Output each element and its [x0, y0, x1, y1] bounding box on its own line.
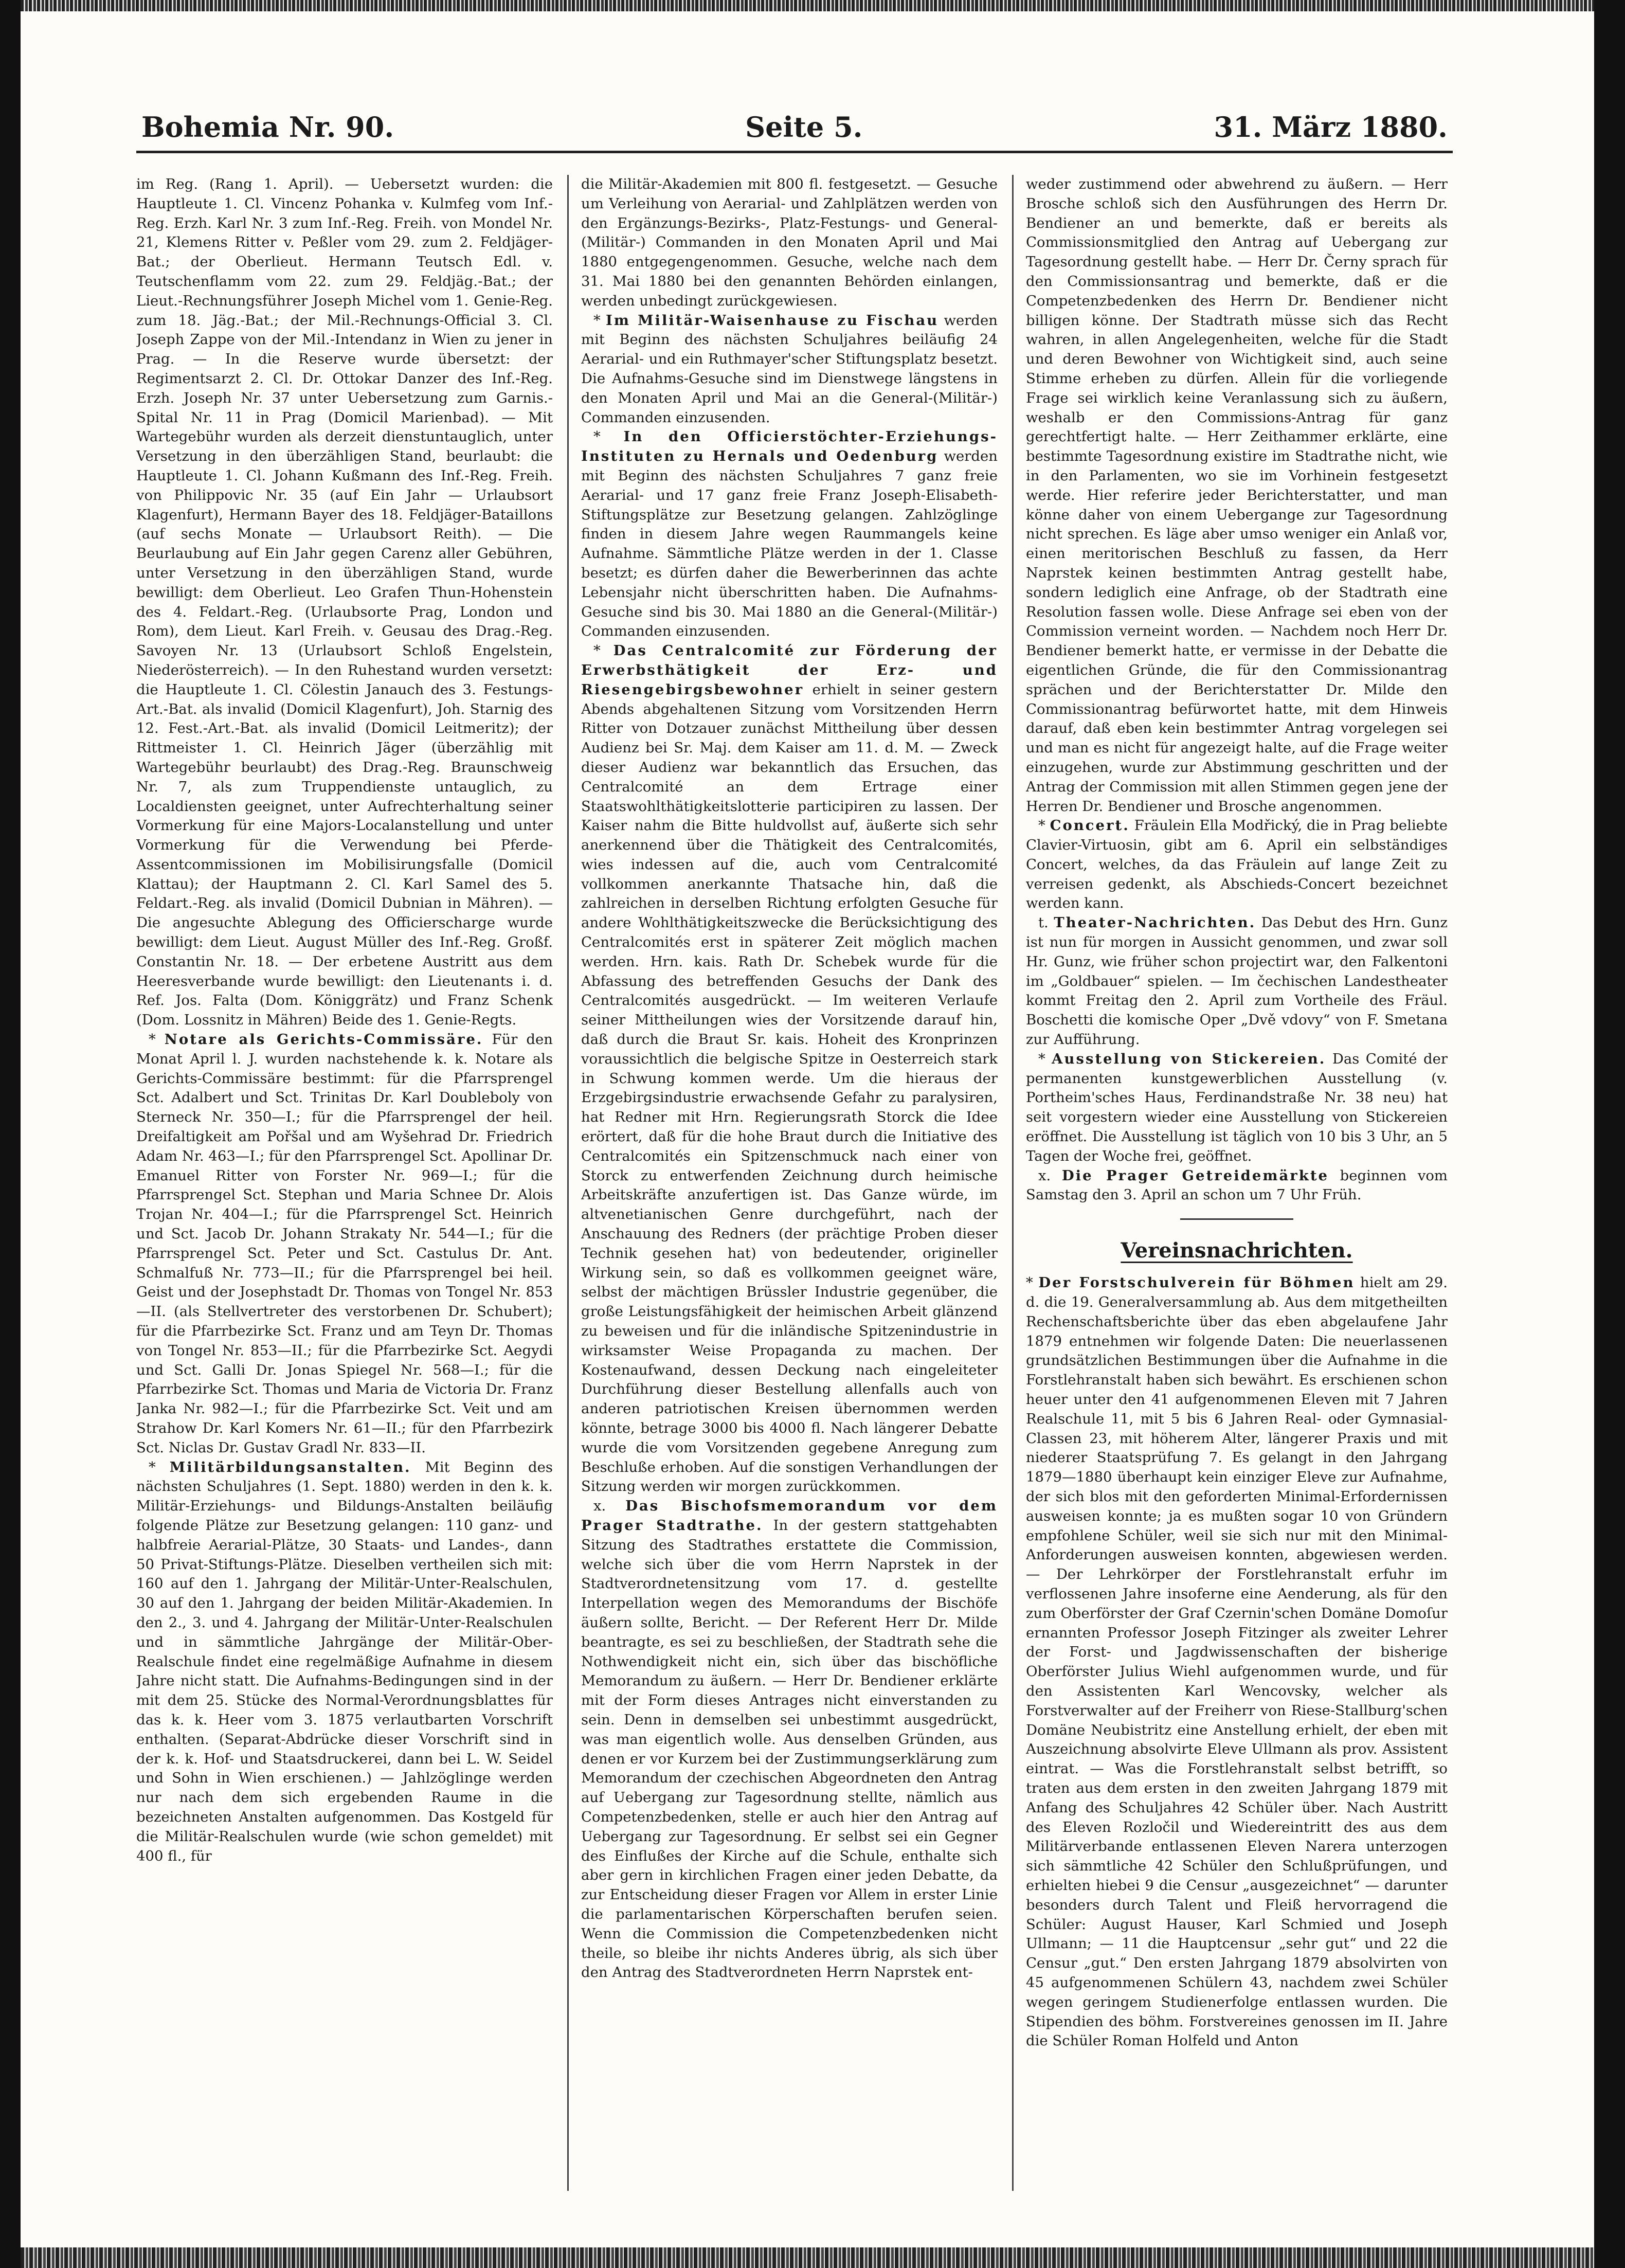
- concert-article: * Concert. Fräulein Ella Modřický, die in Prag beliebte Clavier-Virtuosin, gibt am 6. April ein selbständiges Concert, welches, da das Fräulein auf lange Zeit zu verreisen gedenkt, als Abschieds-Concert bezeichnet werden kann.: [1026, 817, 1448, 912]
- column-1: [136, 175, 553, 2191]
- notaries-body: Für den Monat April l. J. wurden nachstehende k. k. Notare als Gerichts-Commissäre bestimmt: für die Pfarrsprengel Sct. Adalbert und Sct. Trinitas Dr. Karl Doubleboly von Sterneck Nr. 350—I.; für die Pfarrsprengel der heil. Dreifaltigkeit am Pořšal und am Wyšehrad Dr. Friedrich Adam Nr. 463—I.; für den Pfarrsprengel Sct. Apollinar Dr. Emanuel Ritter von Forster Nr. 969—I.; für die Pfarrsprengel Sct. Stephan und Maria Schnee Dr. Alois Trojan Nr. 404—I.; für die Pfarrsprengel Sct. Heinrich und Sct. Jacob Dr. Johann Strakaty Nr. 544—I.; für die Pfarrsprengel Sct. Peter und Sct. Castulus Dr. Ant. Schmalfuß Nr. 773—II.; für die Pfarrsprengel bei heil. Geist und der Josephstadt Dr. Thomas von Tongel Nr. 853—II. (als Stellvertreter des verstorbenen Dr. Schubert); für die Pfarrbezirke Sct. Franz und am Teyn Dr. Thomas von Tongel Nr. 853—II.; für die Pfarrbezirke Sct. Aegydi und Sct. Galli Dr. Jonas Spiegel Nr. 568—I.; für die Pfarrbezirke Sct. Thomas und Maria de Victoria Dr. Franz Janka Nr. 982—I.; für die Pfarrbezirke Sct. Veit und am Strahow Dr. Karl Komers Nr. 61—II.; für den Pfarrbezirk Sct. Niclas Dr. Gustav Gradl Nr. 833—II.: [136, 1031, 553, 1456]
- grain-market-heading: Die Prager Getreidemärkte: [1061, 1167, 1329, 1184]
- forestry-school-body: hielt am 29. d. die 19. Generalversammlung ab. Aus dem mitgetheilten Rechenschaftsberichte über das eben abgelaufene Jahr 1879 entnehmen wir folgende Daten: Die neuerlassenen grundsätzlichen Bestimmungen über die Aufnahme in die Forstlehranstalt haben sich bewährt. Es erschienen schon heuer unter den 41 aufgenommenen Eleven mit 7 Jahren Realschule 11, mit 5 bis 6 Jahren Real- oder Gymnasial-Classen 23, mit höherem Alter, längerer Praxis und mit niederer Staatsprüfung 7. Es gelangt in den Jahrgang 1879—1880 überhaupt kein einziger Eleve zur Aufnahme, der sich blos mit den geforderten Minimal-Erfordernissen ausweisen konnte; ja es mußten sogar 10 von Gründern empfohlene Schüler, weil sie sich nur mit den Minimal-Anforderungen ausweisen konnten, abgewiesen werden. — Der Lehrkörper der Forstlehranstalt erfuhr im verflossenen Jahre insoferne eine Aenderung, als für den zum Oberförster der Graf Czernin'schen Domäne Domoſur ernannten Professor Joseph Fitzinger als zweiter Lehrer der Forst- und Jagdwissenschaften der bisherige Oberförster Julius Wiehl aufgenommen wurde, und für den Assistenten Karl Wencovsky, welcher als Forstverwalter auf der Freiherr von Riese-Stallburg'schen Domäne Neubistritz eine Anstellung erhielt, der eben mit Auszeichnung absolvirte Eleve Ullmann als prov. Assistent eintrat. — Was die Forstlehranstalt selbst betrifft, so traten aus dem ersten in den zweiten Jahrgang 1879 mit Anfang des Schuljahres 42 Schüler über. Nach Austritt des Eleven Rozločil und Wiedereintritt des aus dem Militärverbande entlassenen Eleven Narera unterzogen sich sämmtliche 42 Schüler den Schlußprüfungen, und erhielten hiebei 9 die Censur „ausgezeichnet“ — darunter besonders durch Talent und Fleiß hervorragend die Schüler: August Hauser, Karl Schmied und Joseph Ullmann; — 11 die Hauptcensur „sehr gut“ und 22 die Censur „gut.“ Den ersten Jahrgang 1879 absolvirten von 45 aufgenommenen Schülern 43, nachdem zwei Schüler wegen geringem Studienerfolge entlassen wurden. Die Stipendien des böhm. Forstvereines genossen im II. Jahre die Schüler Roman Holfeld und Anton: [1026, 1274, 1448, 2049]
- military-schools-heading: Militärbildungsanstalten.: [169, 1459, 411, 1475]
- masthead-issue: Bohemia Nr. 90.: [141, 111, 394, 143]
- officers-daughters-article: * In den Officierstöchter-Erziehungs-Instituten zu Hernals und Oedenburg werden mit Beginn des nächsten Schuljahres 7 ganz freie Aerarial- und 17 ganz freie Franz Joseph-Elisabeth-Stiftungsplätze zur Besetzung gelangen. Zahlzöglinge finden in diesem Jahre wegen Raummangels keine Aufnahme. Sämmtliche Plätze werden in der 1. Classe besetzt; es dürfen daher die Bewerberinnen das achte Lebensjahr nicht überschritten haben. Die Aufnahms-Gesuche sind bis 30. Mai 1880 an die General-(Militär-) Commanden einzusenden.: [581, 428, 998, 640]
- notaries-heading: Notare als Gerichts-Commissäre.: [164, 1031, 483, 1048]
- military-schools-body: Mit Beginn des nächsten Schuljahres (1. Sept. 1880) werden in den k. k. Militär-Erziehungs- und Bildungs-Anstalten beiläufig folgende Plätze zur Besetzung gelangen: 110 ganz- und halbfreie Aerarial-Plätze, 30 Staats- und Landes-, dann 50 Privat-Stiftungs-Plätze. Dieselben vertheilen sich mit: 160 auf den 1. Jahrgang der Militär-Unter-Realschulen, 30 auf den 1. Jahrgang der beiden Militär-Akademien. In den 2., 3. und 4. Jahrgang der Militär-Unter-Realschulen und in sämmtliche Jahrgänge der Militär-Ober-Realschule findet eine regelmäßige Aufnahme in diesem Jahre nicht statt. Die Aufnahms-Bedingungen sind in der mit dem 25. Stücke des Normal-Verordnungsblattes für das k. k. Heer vom 3. 1875 verlautbarten Vorschrift enthalten. (Separat-Abdrücke dieser Vorschrift sind in der k. k. Hof- und Staatsdruckerei, dann bei L. W. Seidel und Sohn in Wien erschienen.) — Jahlzöglinge werden nur nach dem sich ergebenden Raume in die bezeichneten Anstalten aufgenommen. Das Kostgeld für die Militär-Realschulen wurde (wie schon gemeldet) mit 400 fl., für: [136, 1459, 553, 1864]
- section-heading-vereinsnachrichten: Vereinsnachrichten.: [1121, 1238, 1353, 1263]
- officers-daughters-body: werden mit Beginn des nächsten Schuljahres 7 ganz freie Aerarial- und 17 ganz freie Franz Joseph-Elisabeth-Stiftungsplätze zur Besetzung gelangen. Zahlzöglinge finden in diesem Jahre wegen Raummangels keine Aufnahme. Sämmtliche Plätze werden in der 1. Classe besetzt; es dürfen daher die Bewerberinnen das achte Lebensjahr nicht überschritten haben. Die Aufnahms-Gesuche sind bis 30. Mai 1880 an die General-(Militär-) Commanden einzusenden.: [581, 448, 998, 640]
- military-personnel-news: im Reg. (Rang 1. April). — Uebersetzt wurden: die Hauptleute 1. Cl. Vincenz Pohanka v. Kulmfeg vom Inf.-Reg. Erzh. Karl Nr. 3 zum Inf.-Reg. Freih. von Mondel Nr. 21, Klemens Ritter v. Peßler vom 29. zum 2. Feldjäger-Bat.; der Oberlieut. Hermann Teutsch Edl. v. Teutschenflamm vom 22. zum 29. Feldjäg.-Bat.; der Lieut.-Rechnungsführer Joseph Michel vom 1. Genie-Reg. zum 18. Jäg.-Bat.; der Mil.-Rechnungs-Official 3. Cl. Joseph Zappe von der Mil.-Intendanz in Wien zu jener in Prag. — In die Reserve wurde übersetzt: der Regimentsarzt 2. Cl. Dr. Ottokar Danzer des Inf.-Reg. Erzh. Joseph Nr. 37 unter Uebersetzung zum Garnis.-Spital Nr. 11 in Prag (Domicil Marienbad). — Mit Wartegebühr wurden als derzeit dienstuntauglich, unter Versetzung in den überzähligen Stand, beurlaubt: die Hauptleute 1. Cl. Johann Kußmann des Inf.-Reg. Freih. von Philippovic Nr. 35 (auf Ein Jahr — Urlaubsort Klagenfurt), Hermann Bayer des 18. Feldjäger-Bataillons (auf sechs Monate — Urlaubsort Reith). — Die Beurlaubung auf Ein Jahr gegen Carenz aller Gebühren, unter Versetzung in den überzähligen Stand, wurde bewilligt: dem Oberlieut. Leo Grafen Thun-Hohenstein des 4. Feldart.-Reg. (Urlaubsorte Prag, London und Rom), dem Lieut. Karl Freih. v. Geusau des Drag.-Reg. Savoyen Nr. 13 (Urlaubsort Schloß Engelstein, Niederösterreich). — In den Ruhestand wurden versetzt: die Hauptleute 1. Cl. Cölestin Janauch des 3. Festungs-Art.-Bat. als invalid (Domicil Klagenfurt), Joh. Starnig des 12. Fest.-Art.-Bat. als invalid (Domicil Leitmeritz); der Rittmeister 1. Cl. Heinrich Jäger (überzählig mit Wartegebühr beurlaubt) des Drag.-Reg. Braunschweig Nr. 7, als zum Truppendienste untauglich, zu Localdiensten geeignet, unter Aufrechterhaltung seiner Vormerkung für eine Majors-Localanstellung und unter Vormerkung für die Verwendung bei Pferde-Assentcommissionen im Mobilisirungsfalle (Domicil Klattau); der Hauptmann 2. Cl. Karl Samel des 5. Feldart.-Reg. als invalid (Domicil Dubnian in Mähren). — Die angesuchte Ablegung des Officierscharge wurde bewilligt: dem Lieut. August Müller des Inf.-Reg. Großf. Constantin Nr. 18. — Der erbetene Austritt aus dem Heeresverbande wurde bewilligt: den Lieutenants i. d. Ref. Jos. Falta (Dom. Königgrätz) und Franz Schenk (Dom. Lossnitz in Mähren) Beide des 1. Genie-Regts.: [136, 176, 553, 1029]
- military-academies-continued: die Militär-Akademien mit 800 fl. festgesetzt. — Gesuche um Verleihung von Aerarial- und Zahlplätzen werden von den Ergänzungs-Bezirks-, Platz-Festungs- und General-(Militär-) Commanden in den Monaten April und Mai 1880 entgegengenommen. Gesuche, welche nach dem 31. Mai 1880 bei den genannten Behörden einlangen, werden unbedingt zurückgewiesen.: [581, 176, 998, 309]
- orphanage-heading: Im Militär-Waisenhause zu Fischau: [606, 312, 939, 329]
- forestry-school-article: * Der Forstschulverein für Böhmen hielt am 29. d. die 19. Generalversammlung ab. Aus dem mitgetheilten Rechenschaftsberichte über das eben abgelaufene Jahr 1879 entnehmen wir folgende Daten: Die neuerlassenen grundsätzlichen Bestimmungen über die Aufnahme in die Forstlehranstalt haben sich bewährt. Es erschienen schon heuer unter den 41 aufgenommenen Eleven mit 7 Jahren Realschule 11, mit 5 bis 6 Jahren Real- oder Gymnasial-Classen 23, mit höherem Alter, längerer Praxis und mit niederer Staatsprüfung 7. Es gelangt in den Jahrgang 1879—1880 überhaupt kein einziger Eleve zur Aufnahme, der sich blos mit den geforderten Minimal-Erfordernissen ausweisen konnte; ja es mußten sogar 10 von Gründern empfohlene Schüler, weil sie sich nur mit den Minimal-Anforderungen ausweisen konnten, abgewiesen werden. — Der Lehrkörper der Forstlehranstalt erfuhr im verflossenen Jahre insoferne eine Aenderung, als für den zum Oberförster der Graf Czernin'schen Domäne Domoſur ernannten Professor Joseph Fitzinger als zweiter Lehrer der Forst- und Jagdwissenschaften der bisherige Oberförster Julius Wiehl aufgenommen wurde, und für den Assistenten Karl Wencovsky, welcher als Forstverwalter auf der Freiherr von Riese-Stallburg'schen Domäne Neubistritz eine Anstellung erhielt, der eben mit Auszeichnung absolvirte Eleve Ullmann als prov. Assistent eintrat. — Was die Forstlehranstalt selbst betrifft, so traten aus dem ersten in den zweiten Jahrgang 1879 mit Anfang des Schuljahres 42 Schüler über. Nach Austritt des Eleven Rozločil und Wiedereintritt des aus dem Militärverbande entlassenen Eleven Narera unterzogen sich sämmtliche 42 Schüler den Schlußprüfungen, und erhielten hiebei 9 die Censur „ausgezeichnet“ — darunter besonders durch Talent und Fleiß hervorragend die Schüler: August Hauser, Karl Schmied und Joseph Ullmann; — 11 die Hauptcensur „sehr gut“ und 22 die Censur „gut.“ Den ersten Jahrgang 1879 absolvirten von 45 aufgenommenen Schülern 43, nachdem zwei Schüler wegen geringem Studienerfolge entlassen wurden. Die Stipendien des böhm. Forstvereines genossen im II. Jahre die Schüler Roman Holfeld und Anton: [1026, 1274, 1448, 2049]
- theater-heading: Theater-Nachrichten.: [1054, 914, 1256, 931]
- scan-border-bottom: [21, 2247, 1594, 2268]
- embroidery-body: Das Comité der permanenten kunstgewerblichen Ausstellung (v. Portheim'sches Haus, Ferdinandstraße Nr. 38 neu) hat seit vorgestern wieder eine Ausstellung von Stickereien eröffnet. Die Ausstellung ist täglich von 10 bis 3 Uhr, an 5 Tagen der Woche frei, geöffnet.: [1026, 1050, 1448, 1164]
- military-schools-article: * Militärbildungsanstalten. Mit Beginn des nächsten Schuljahres (1. Sept. 1880) werden in den k. k. Militär-Erziehungs- und Bildungs-Anstalten beiläufig folgende Plätze zur Besetzung gelangen: 110 ganz- und halbfreie Aerarial-Plätze, 30 Staats- und Landes-, dann 50 Privat-Stiftungs-Plätze. Dieselben vertheilen sich mit: 160 auf den 1. Jahrgang der Militär-Unter-Realschulen, 30 auf den 1. Jahrgang der beiden Militär-Akademien. In den 2., 3. und 4. Jahrgang der Militär-Unter-Realschulen und in sämmtliche Jahrgänge der Militär-Ober-Realschule findet eine regelmäßige Aufnahme in diesem Jahre nicht statt. Die Aufnahms-Bedingungen sind in der mit dem 25. Stücke des Normal-Verordnungsblattes für das k. k. Heer vom 3. 1875 verlautbarten Vorschrift enthalten. (Separat-Abdrücke dieser Vorschrift sind in der k. k. Hof- und Staatsdruckerei, dann bei L. W. Seidel und Sohn in Wien erschienen.) — Jahlzöglinge werden nur nach dem sich ergebenden Raume in die bezeichneten Anstalten aufgenommen. Das Kostgeld für die Militär-Realschulen wurde (wie schon gemeldet) mit 400 fl., für: [136, 1459, 553, 1864]
- grain-market-article: x. Die Prager Getreidemärkte beginnen vom Samstag den 3. April an schon um 7 Uhr Früh.: [1026, 1167, 1448, 1203]
- concert-body: Fräulein Ella Modřický, die in Prag beliebte Clavier-Virtuosin, gibt am 6. April ein selbständiges Concert, welches, da das Fräulein auf lange Zeit zu verreisen gedenkt, als Abschieds-Concert bezeichnet werden kann.: [1026, 817, 1448, 912]
- section-divider: [1180, 1218, 1293, 1220]
- page-header: [136, 111, 1453, 153]
- embroidery-heading: Ausstellung von Stickereien.: [1052, 1050, 1326, 1067]
- forestry-school-heading: Der Forstschulverein für Böhmen: [1038, 1274, 1355, 1291]
- officers-daughters-heading: In den Officierstöchter-Erziehungs-Instituten zu Hernals und Oedenburg: [581, 428, 998, 465]
- theater-body: Das Debut des Hrn. Gunz ist nun für morgen in Aussicht genommen, und zwar soll Hr. Gunz, wie früher schon projectirt war, den Falkentoni im „Goldbauer“ spielen. — Im čechischen Landestheater kommt Freitag den 2. April zum Vortheile des Fräul. Boschetti die komische Oper „Dvě vdovy“ von F. Smetana zur Aufführung.: [1026, 914, 1448, 1048]
- city-council-continued: weder zustimmend oder abwehrend zu äußern. — Herr Brosche schloß sich den Ausführungen des Herrn Dr. Bendiener an und bemerkte, daß er bereits als Commissionsmitglied den Antrag auf Uebergang zur Tagesordnung gestellt habe. — Herr Dr. Černy sprach für den Commissionsantrag und bemerkte, daß er die Competenzbedenken des Herrn Dr. Bendiener nicht billigen könne. Der Stadtrath müsse sich das Recht wahren, in allen Angelegenheiten, welche für die Stadt und deren Bewohner von Wichtigkeit sind, auch seine Stimme erheben zu dürfen. Allein für die vorliegende Frage sei wirklich keine Veranlassung sich zu äußern, weshalb er den Commissions-Antrag für ganz gerechtfertigt halte. — Herr Zeithammer erklärte, eine bestimmte Tagesordnung existire im Stadtrathe nicht, wie in den Parlamenten, wo sie im Vorhinein festgesetzt werde. Hier referire jeder Berichterstatter, und man könne daher von einem Uebergange zur Tagesordnung nicht sprechen. Es läge aber umso weniger ein Anlaß vor, einen meritorischen Beschluß zu fassen, da Herr Naprstek keinen bestimmten Antrag gestellt habe, sondern lediglich eine Anfrage, ob der Stadtrath eine Resolution fassen wolle. Diese Anfrage sei eben von der Commission verneint worden. — Nachdem noch Herr Dr. Bendiener bemerkt hatte, er vermisse in der Debatte die eigentlichen Gründe, die für den Commissionantrag sprächen und der Berichterstatter Dr. Milde den Commissionantrag befürwortet hatte, mit dem Hinweis darauf, daß eben kein bestimmter Antrag vorgelegen sei und man es nicht für angezeigt halte, auf die Frage weiter einzugehen, wurde zur Abstimmung geschritten und der Antrag der Commission mit allen Stimmen gegen jene der Herren Dr. Bendiener und Brosche angenommen.: [1026, 176, 1448, 815]
- notaries-article: * Notare als Gerichts-Commissäre. Für den Monat April l. J. wurden nachstehende k. k. Notare als Gerichts-Commissäre bestimmt: für die Pfarrsprengel Sct. Adalbert und Sct. Trinitas Dr. Karl Doubleboly von Sterneck Nr. 350—I.; für die Pfarrsprengel der heil. Dreifaltigkeit am Pořšal und am Wyšehrad Dr. Friedrich Adam Nr. 463—I.; für den Pfarrsprengel Sct. Apollinar Dr. Emanuel Ritter von Forster Nr. 969—I.; für die Pfarrsprengel Sct. Stephan und Maria Schnee Dr. Alois Trojan Nr. 404—I.; für die Pfarrsprengel Sct. Heinrich und Sct. Jacob Dr. Johann Strakaty Nr. 544—I.; für die Pfarrsprengel Sct. Peter und Sct. Castulus Dr. Ant. Schmalfuß Nr. 773—II.; für die Pfarrsprengel bei heil. Geist und der Josephstadt Dr. Thomas von Tongel Nr. 853—II. (als Stellvertreter des verstorbenen Dr. Schubert); für die Pfarrbezirke Sct. Franz und am Teyn Dr. Thomas von Tongel Nr. 853—II.; für die Pfarrbezirke Sct. Aegydi und Sct. Galli Dr. Jonas Spiegel Nr. 568—I.; für die Pfarrbezirke Sct. Thomas und Maria de Victoria Dr. Franz Janka Nr. 982—I.; für die Pfarrbezirke Sct. Veit und am Strahow Dr. Karl Komers Nr. 61—II.; für den Pfarrbezirk Sct. Niclas Dr. Gustav Gradl Nr. 833—II.: [136, 1031, 553, 1456]
- centralcomite-heading: Das Centralcomité zur Förderung der Erwerbsthätigkeit der Erz- und Riesengebirgsbewohner: [581, 642, 998, 698]
- concert-heading: Concert.: [1050, 817, 1130, 834]
- bishops-memorandum-body: In der gestern stattgehabten Sitzung des Stadtrathes erstattete die Commission, welche sich über die vom Herrn Naprstek in der Stadtverordnetensitzung vom 17. d. gestellte Interpellation wegen des Memorandums der Bischöfe äußern sollte, Bericht. — Der Referent Herr Dr. Milde beantragte, es sei zu beschließen, der Stadtrath sehe die Nothwendigkeit nicht ein, sich über das bischöfliche Memorandum zu äußern. — Herr Dr. Bendiener erklärte mit der Form dieses Antrages nicht einverstanden zu sein. Denn in demselben sei unbestimmt ausgedrückt, was man eigentlich wolle. Aus denselben Gründen, aus denen er vor Kurzem bei der Zustimmungserklärung zum Memorandum der czechischen Abgeordneten den Antrag auf Uebergang zur Tagesordnung stellte, nämlich aus Competenzbedenken, stelle er auch hier den Antrag auf Uebergang zur Tagesordnung. Er selbst sei ein Gegner des Einflußes der Kirche auf die Schule, enthalte sich aber gern in kirchlichen Fragen einer jeden Debatte, da zur Entscheidung dieser Fragen vor Allem in erster Linie die parlamentarischen Körperschaften berufen seien. Wenn die Commission die Competenzbedenken nicht theile, so bleibe ihr nichts Anderes übrig, als sich über den Antrag des Stadtverordneten Herrn Naprstek ent-: [581, 1517, 998, 1981]
- scan-border-left: [0, 0, 21, 2268]
- columns: [136, 175, 1453, 2191]
- grain-market-body: beginnen vom Samstag den 3. April an schon um 7 Uhr Früh.: [1026, 1167, 1448, 1203]
- column-3: [1026, 175, 1448, 2191]
- column-2: [581, 175, 998, 2191]
- embroidery-article: * Ausstellung von Stickereien. Das Comité der permanenten kunstgewerblichen Ausstellung (v. Portheim'sches Haus, Ferdinandstraße Nr. 38 neu) hat seit vorgestern wieder eine Ausstellung von Stickereien eröffnet. Die Ausstellung ist täglich von 10 bis 3 Uhr, an 5 Tagen der Woche frei, geöffnet.: [1026, 1050, 1448, 1164]
- theater-article: t. Theater-Nachrichten. Das Debut des Hrn. Gunz ist nun für morgen in Aussicht genommen, und zwar soll Hr. Gunz, wie früher schon projectirt war, den Falkentoni im „Goldbauer“ spielen. — Im čechischen Landestheater kommt Freitag den 2. April zum Vortheile des Fräul. Boschetti die komische Oper „Dvě vdovy“ von F. Smetana zur Aufführung.: [1026, 914, 1448, 1048]
- newspaper-page: [136, 111, 1453, 2049]
- bishops-memorandum-article: x. Das Bischofsmemorandum vor dem Prager Stadtrathe. In der gestern stattgehabten Sitzung des Stadtrathes erstattete die Commission, welche sich über die vom Herrn Naprstek in der Stadtverordnetensitzung vom 17. d. gestellte Interpellation wegen des Memorandums der Bischöfe äußern sollte, Bericht. — Der Referent Herr Dr. Milde beantragte, es sei zu beschließen, der Stadtrath sehe die Nothwendigkeit nicht ein, sich über das bischöfliche Memorandum zu äußern. — Herr Dr. Bendiener erklärte mit der Form dieses Antrages nicht einverstanden zu sein. Denn in demselben sei unbestimmt ausgedrückt, was man eigentlich wolle. Aus denselben Gründen, aus denen er vor Kurzem bei der Zustimmungserklärung zum Memorandum der czechischen Abgeordneten den Antrag auf Uebergang zur Tagesordnung stellte, nämlich aus Competenzbedenken, stelle er auch hier den Antrag auf Uebergang zur Tagesordnung. Er selbst sei ein Gegner des Einflußes der Kirche auf die Schule, enthalte sich aber gern in kirchlichen Fragen einer jeden Debatte, da zur Entscheidung dieser Fragen vor Allem in erster Linie die parlamentarischen Körperschaften berufen seien. Wenn die Commission die Competenzbedenken nicht theile, so bleibe ihr nichts Anderes übrig, als sich über den Antrag des Stadtverordneten Herrn Naprstek ent-: [581, 1498, 998, 1981]
- centralcomite-article: * Das Centralcomité zur Förderung der Erwerbsthätigkeit der Erz- und Riesengebirgsbewohner erhielt in seiner gestern Abends abgehaltenen Sitzung vom Vorsitzenden Herrn Ritter von Dotzauer zunächst Mittheilung über dessen Audienz bei Sr. Maj. dem Kaiser am 11. d. M. — Zweck dieser Audienz war bekanntlich das Ersuchen, das Centralcomité an dem Ertrage einer Staatswohlthätigkeitslotterie participiren zu lassen. Der Kaiser nahm die Bitte huldvollst auf, äußerte sich sehr anerkennend über die Thätigkeit des Centralcomités, wies indessen auf die, auch vom Centralcomité vollkommen anerkannte Thatsache hin, daß die zahlreichen in derselben Richtung erfolgten Gesuche für andere Wohlthätigkeitszwecke die Berücksichtigung des Centralcomités erst in späterer Zeit möglich machen werden. Hrn. kais. Rath Dr. Schebek wurde für die Abfassung des betreffenden Gesuchs der Dank des Centralcomités ausgedrückt. — Im weiteren Verlaufe seiner Mittheilungen wies der Vorsitzende darauf hin, daß durch die Braut Sr. kais. Hoheit des Kronprinzen voraussichtlich die belgische Spitze in Oesterreich stark in Schwung kommen werde. Um die hieraus der Erzgebirgsindustrie erwachsende Gefahr zu paralysiren, hat Redner mit Hrn. Regierungsrath Storck die Idee erörtert, daß für die hohe Braut durch die Initiative des Centralcomités ein Spitzenschmuck nach einer von Storck zu entwerfenden Zeichnung durch heimische Arbeitskräfte anzufertigen ist. Das Ganze würde, im altvenetianischen Genre durchgeführt, nach der Anschauung des Redners (der prächtige Proben dieser Technik gesehen hat) von bedeutender, origineller Wirkung sein, so daß es vollkommen geeignet wäre, selbst der mächtigen Brüssler Industrie gegenüber, die große Leistungsfähigkeit der heimischen Arbeit glänzend zu beweisen und für die inländische Spitzenindustrie in wirksamster Weise Propaganda zu machen. Der Kostenaufwand, dessen Deckung nach eingeleiteter Durchführung dieser Bestellung allenfalls auch von anderen patriotischen Kreisen übernommen werden könnte, betrage 3000 bis 4000 fl. Nach längerer Debatte wurde die vom Vorsitzenden gegebene Anregung zum Beschluße erhoben. Auf die sonstigen Verhandlungen der Sitzung werden wir morgen zurückkommen.: [581, 642, 998, 1495]
- orphanage-article: * Im Militär-Waisenhause zu Fischau werden mit Beginn des nächsten Schuljahres beiläufig 24 Aerarial- und ein Ruthmayer'scher Stiftungsplatz besetzt. Die Aufnahms-Gesuche sind im Dienstwege längstens in den Monaten April und Mai an die General-(Militär-) Commanden einzusenden.: [581, 312, 998, 426]
- scan-border-top: [21, 0, 1594, 11]
- centralcomite-body: erhielt in seiner gestern Abends abgehaltenen Sitzung vom Vorsitzenden Herrn Ritter von Dotzauer zunächst Mittheilung über dessen Audienz bei Sr. Maj. dem Kaiser am 11. d. M. — Zweck dieser Audienz war bekanntlich das Ersuchen, das Centralcomité an dem Ertrage einer Staatswohlthätigkeitslotterie participiren zu lassen. Der Kaiser nahm die Bitte huldvollst auf, äußerte sich sehr anerkennend über die Thätigkeit des Centralcomités, wies indessen auf die, auch vom Centralcomité vollkommen anerkannte Thatsache hin, daß die zahlreichen in derselben Richtung erfolgten Gesuche für andere Wohlthätigkeitszwecke die Berücksichtigung des Centralcomités erst in späterer Zeit möglich machen werden. Hrn. kais. Rath Dr. Schebek wurde für die Abfassung des betreffenden Gesuchs der Dank des Centralcomités ausgedrückt. — Im weiteren Verlaufe seiner Mittheilungen wies der Vorsitzende darauf hin, daß durch die Braut Sr. kais. Hoheit des Kronprinzen voraussichtlich die belgische Spitze in Oesterreich stark in Schwung kommen werde. Um die hieraus der Erzgebirgsindustrie erwachsende Gefahr zu paralysiren, hat Redner mit Hrn. Regierungsrath Storck die Idee erörtert, daß für die hohe Braut durch die Initiative des Centralcomités ein Spitzenschmuck nach einer von Storck zu entwerfenden Zeichnung durch heimische Arbeitskräfte anzufertigen ist. Das Ganze würde, im altvenetianischen Genre durchgeführt, nach der Anschauung des Redners (der prächtige Proben dieser Technik gesehen hat) von bedeutender, origineller Wirkung sein, so daß es vollkommen geeignet wäre, selbst der mächtigen Brüssler Industrie gegenüber, die große Leistungsfähigkeit der heimischen Arbeit glänzend zu beweisen und für die inländische Spitzenindustrie in wirksamster Weise Propaganda zu machen. Der Kostenaufwand, dessen Deckung nach eingeleiteter Durchführung dieser Bestellung allenfalls auch von anderen patriotischen Kreisen übernommen werden könnte, betrage 3000 bis 4000 fl. Nach längerer Debatte wurde die vom Vorsitzenden gegebene Anregung zum Beschluße erhoben. Auf die sonstigen Verhandlungen der Sitzung werden wir morgen zurückkommen.: [581, 681, 998, 1495]
- page-number: Seite 5.: [745, 111, 863, 143]
- orphanage-body: werden mit Beginn des nächsten Schuljahres beiläufig 24 Aerarial- und ein Ruthmayer'scher Stiftungsplatz besetzt. Die Aufnahms-Gesuche sind im Dienstwege längstens in den Monaten April und Mai an die General-(Militär-) Commanden einzusenden.: [581, 312, 998, 426]
- scan-border-right: [1594, 0, 1625, 2268]
- bishops-memorandum-heading: Das Bischofsmemorandum vor dem Prager Stadtrathe.: [581, 1498, 998, 1534]
- issue-date: 31. März 1880.: [1214, 111, 1448, 143]
